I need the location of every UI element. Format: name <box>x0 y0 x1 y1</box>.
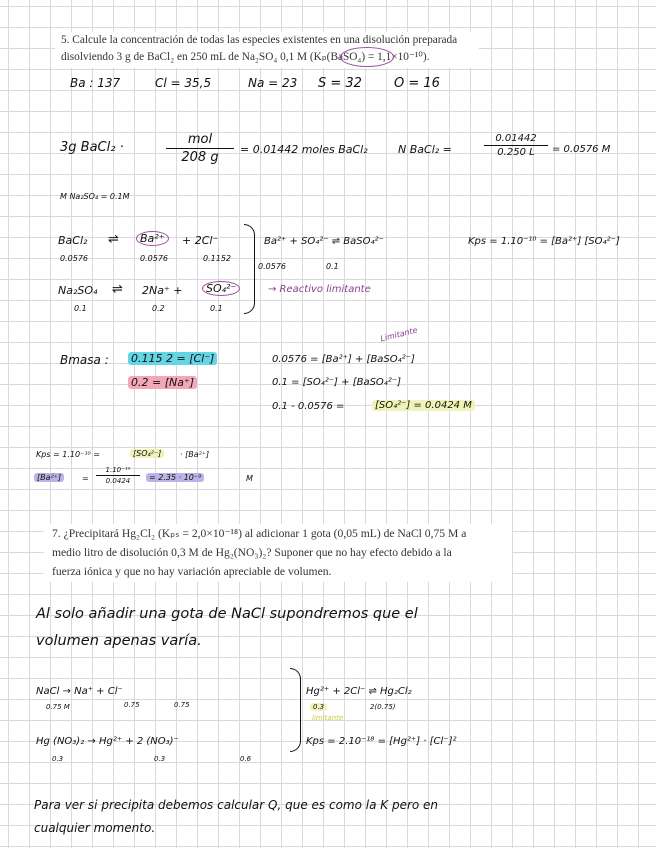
na2so4-so4-ion: SO₄²⁻ <box>202 281 240 296</box>
limitante-tag: Limitante <box>379 325 419 344</box>
bacl2-ba-ion: Ba²⁺ <box>136 231 169 246</box>
hg-reaction: Hg²⁺ + 2Cl⁻ ⇌ Hg₂Cl₂ <box>306 686 412 697</box>
na2so4-molarity: M Na₂SO₄ = 0.1M <box>60 192 130 201</box>
mass-balance-label: Bmasa : <box>60 353 109 367</box>
hand-note-line-1: Al solo añadir una gota de NaCl supondremos que el <box>36 606 418 622</box>
mass-ba: Ba : 137 <box>70 76 121 90</box>
balance-result-so4: [SO₄²⁻] = 0.0424 M <box>372 400 475 411</box>
na2so4-conc-2: 0.1 <box>210 304 223 313</box>
kps-ba-label: [Ba²⁺] <box>34 473 64 482</box>
balance-cl: 0.115 2 = [Cl⁻] <box>128 352 217 365</box>
hg-conc-0: 0.3 <box>52 755 64 763</box>
moles-fraction <box>166 132 234 165</box>
kps-calc-lhs: Kps = 1.10⁻¹⁰ = <box>36 450 100 459</box>
bacl2-conc-2: 0.1152 <box>203 254 231 263</box>
na2so4-conc-1: 0.2 <box>152 304 165 313</box>
kps-calc-eq: = <box>82 474 89 483</box>
balance-so4: 0.1 = [SO₄²⁻] + [BaSO₄²⁻] <box>272 377 401 388</box>
moles-lhs: 3g BaCl₂ · <box>60 140 124 155</box>
na2so4-na-ion: 2Na⁺ + <box>142 284 183 297</box>
nacl-conc-1: 0.75 <box>124 701 140 709</box>
bacl2-conc-0: 0.0576 <box>60 254 88 263</box>
problem-7-statement <box>44 524 512 582</box>
balance-ba: 0.0576 = [Ba²⁺] + [BaSO₄²⁻] <box>272 354 415 365</box>
hg-reaction-conc-1: 0.3 <box>310 703 327 711</box>
limitante-note: → Reactivo limitante <box>268 284 371 295</box>
ksp-expression: Kps = 1.10⁻¹⁰ = [Ba²⁺] [SO₄²⁻] <box>468 236 620 247</box>
problem-5-line-2: disolviendo 3 g de BaCl₂ en 250 mL de Na₂SO₄ 0,1 M (Kₚ(BaSO₄) = 1,1×10⁻¹⁰). <box>61 51 430 63</box>
problem-7-line-3: fuerza iónica y que no hay variación apreciable de volumen. <box>52 565 332 578</box>
final-note-line-1: Para ver si precipita debemos calcular Q, que es como la K pero en <box>34 798 439 812</box>
balance-result-lhs: 0.1 - 0.0576 = <box>272 401 345 412</box>
nacl-conc-2: 0.75 <box>174 701 190 709</box>
bacl2-arrow: ⇌ <box>108 232 119 247</box>
kps-calc-ba: · [Ba²⁺] <box>180 450 210 459</box>
hand-note-line-2: volumen apenas varía. <box>36 633 202 649</box>
na2so4-conc-0: 0.1 <box>74 304 87 313</box>
kps-unit: M <box>246 474 253 483</box>
hg-limitante-note: limitante <box>312 714 344 722</box>
hg-conc-2: 0.6 <box>240 755 252 763</box>
na2so4-left: Na₂SO₄ <box>58 284 98 297</box>
mass-na: Na = 23 <box>248 76 298 90</box>
problem-7-line-1: 7. ¿Precipitará Hg₂Cl₂ (Kₚₛ = 2,0×10⁻¹⁸) al adicionar 1 gota (0,05 mL) de NaCl 0,75 M a <box>52 527 467 540</box>
bacl2-cl-ion: + 2Cl⁻ <box>182 234 219 247</box>
balance-na: 0.2 = [Na⁺] <box>128 376 197 389</box>
kps-calc-so4: [SO₄²⁻] <box>130 449 164 458</box>
molarity-label: N BaCl₂ = <box>398 143 452 156</box>
bacl2-conc-1: 0.0576 <box>140 254 168 263</box>
kps-denominator: 0.0424 <box>105 477 131 485</box>
molarity-result: = 0.0576 M <box>552 144 611 155</box>
problem-5-line-1: 5. Calcule la concentración de todas las especies existentes en una disolución preparada <box>61 34 458 46</box>
molarity-fraction <box>484 133 548 158</box>
precip-conc-so4: 0.1 <box>326 262 339 271</box>
hg-reaction-conc-2: 2(0.75) <box>370 703 396 711</box>
moles-result: = 0.01442 moles BaCl₂ <box>240 143 368 156</box>
problem-7-line-2: medio litro de disolución 0,3 M de Hg₂(NO₃)₂? Suponer que no hay efecto debido a la <box>52 546 452 559</box>
mass-cl: Cl = 35,5 <box>155 76 212 90</box>
problem-5-statement <box>55 32 479 68</box>
moles-numerator: mol <box>187 132 213 147</box>
precip-conc-ba: 0.0576 <box>258 262 286 271</box>
final-note-line-2: cualquier momento. <box>34 821 156 835</box>
hgno3-dissociation: Hg (NO₃)₂ → Hg²⁺ + 2 (NO₃)⁻ <box>36 736 179 747</box>
bacl2-left: BaCl₂ <box>58 234 88 247</box>
right-brace-2 <box>290 668 301 752</box>
kps-result: = 2.35 · 10⁻⁹ <box>146 473 204 482</box>
nacl-conc-0: 0.75 M <box>46 703 70 711</box>
basco4-circle <box>340 47 394 67</box>
na2so4-arrow: ⇌ <box>112 282 123 297</box>
molarity-denominator: 0.250 L <box>497 147 535 158</box>
mass-o: O = 16 <box>394 76 440 91</box>
mass-s: S = 32 <box>318 76 362 91</box>
kps-fraction <box>96 466 140 485</box>
molarity-numerator: 0.01442 <box>495 133 537 144</box>
kps-numerator: 1.10⁻¹⁰ <box>105 466 131 474</box>
hg-kps: Kps = 2.10⁻¹⁸ = [Hg²⁺] · [Cl⁻]² <box>306 736 457 747</box>
precip-reaction: Ba²⁺ + SO₄²⁻ ⇌ BaSO₄²⁻ <box>264 236 384 247</box>
hg-conc-1: 0.3 <box>154 755 166 763</box>
nacl-dissociation: NaCl → Na⁺ + Cl⁻ <box>36 686 123 697</box>
right-brace <box>244 224 255 314</box>
moles-denominator: 208 g <box>181 150 219 165</box>
